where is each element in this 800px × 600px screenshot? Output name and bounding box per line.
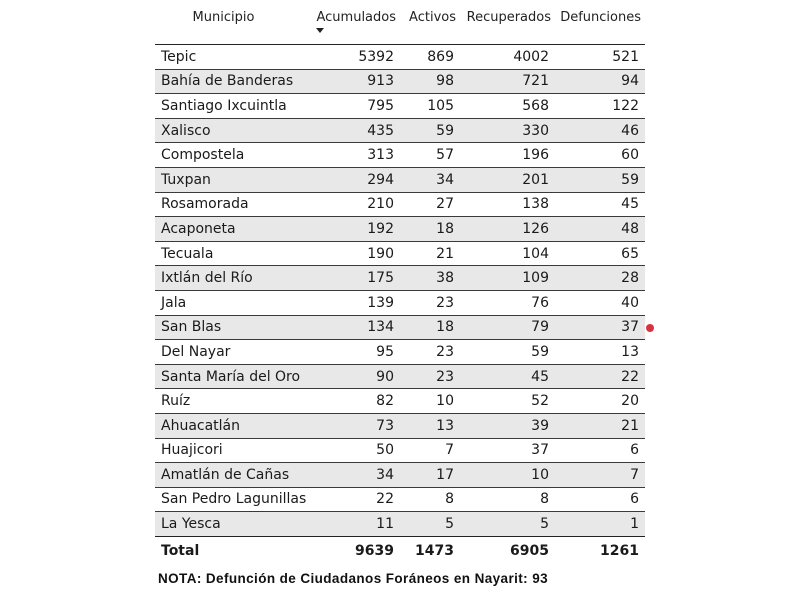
cell-recuperados: 52 (460, 389, 555, 414)
header-municipio[interactable] (155, 4, 310, 45)
table-row[interactable] (155, 241, 645, 266)
cell-defunciones: 40 (555, 290, 645, 315)
cell-recuperados: 39 (460, 413, 555, 438)
cell-recuperados: 10 (460, 463, 555, 488)
cell-defunciones: 46 (555, 118, 645, 143)
cell-defunciones: 7 (555, 463, 645, 488)
cell-recuperados: 109 (460, 266, 555, 291)
cell-acumulados: 34 (310, 463, 400, 488)
cell-acumulados: 913 (310, 69, 400, 94)
cell-activos: 13 (400, 413, 460, 438)
cell-activos: 23 (400, 364, 460, 389)
cell-municipio: Ixtlán del Río (155, 266, 310, 291)
cell-recuperados: 79 (460, 315, 555, 340)
cell-activos: 18 (400, 315, 460, 340)
cell-municipio: Acaponeta (155, 217, 310, 242)
table-row[interactable] (155, 512, 645, 537)
header-activos[interactable] (400, 4, 460, 45)
cell-activos: 7 (400, 438, 460, 463)
footnote: NOTA: Defunción de Ciudadanos Foráneos en Nayarit: 93 (158, 571, 549, 586)
cell-recuperados: 37 (460, 438, 555, 463)
table-row[interactable] (155, 217, 645, 242)
cell-defunciones: 6 (555, 487, 645, 512)
cell-activos: 27 (400, 192, 460, 217)
cell-recuperados: 76 (460, 290, 555, 315)
cell-recuperados: 126 (460, 217, 555, 242)
municipios-table (155, 4, 645, 565)
cell-defunciones: 122 (555, 94, 645, 119)
cell-municipio: Del Nayar (155, 340, 310, 365)
table-footer (155, 536, 645, 565)
table-row[interactable] (155, 438, 645, 463)
cell-activos: 59 (400, 118, 460, 143)
cell-municipio: Tepic (155, 45, 310, 70)
cell-acumulados: 82 (310, 389, 400, 414)
cell-acumulados: 313 (310, 143, 400, 168)
header-recuperados-label: Recuperados (466, 10, 551, 25)
table-row[interactable] (155, 290, 645, 315)
cell-municipio: San Blas (155, 315, 310, 340)
cell-recuperados: 138 (460, 192, 555, 217)
sort-descending-icon[interactable] (316, 28, 324, 33)
cell-municipio: San Pedro Lagunillas (155, 487, 310, 512)
cell-defunciones: 60 (555, 143, 645, 168)
cell-defunciones: 1 (555, 512, 645, 537)
cell-activos: 869 (400, 45, 460, 70)
cell-activos: 23 (400, 340, 460, 365)
header-defunciones-label: Defunciones (560, 10, 641, 25)
cell-recuperados: 8 (460, 487, 555, 512)
total-row (155, 536, 645, 565)
cell-defunciones: 521 (555, 45, 645, 70)
table-row[interactable] (155, 94, 645, 119)
cell-activos: 98 (400, 69, 460, 94)
cell-activos: 5 (400, 512, 460, 537)
cell-defunciones: 22 (555, 364, 645, 389)
cell-defunciones: 28 (555, 266, 645, 291)
cell-recuperados: 201 (460, 167, 555, 192)
table-row[interactable] (155, 266, 645, 291)
cell-municipio: Jala (155, 290, 310, 315)
header-acumulados-label: Acumulados (316, 10, 396, 25)
cell-acumulados: 5392 (310, 45, 400, 70)
header-defunciones[interactable] (555, 4, 645, 45)
table-row[interactable] (155, 315, 645, 340)
cell-activos: 105 (400, 94, 460, 119)
table-row[interactable] (155, 413, 645, 438)
cell-acumulados: 139 (310, 290, 400, 315)
cell-acumulados: 95 (310, 340, 400, 365)
cell-activos: 38 (400, 266, 460, 291)
cell-acumulados: 11 (310, 512, 400, 537)
table-row[interactable] (155, 69, 645, 94)
cell-recuperados: 568 (460, 94, 555, 119)
total-activos: 1473 (400, 536, 460, 565)
cell-acumulados: 192 (310, 217, 400, 242)
cell-acumulados: 90 (310, 364, 400, 389)
cell-municipio: Bahía de Banderas (155, 69, 310, 94)
cell-recuperados: 104 (460, 241, 555, 266)
cell-municipio: Compostela (155, 143, 310, 168)
cell-municipio: Ahuacatlán (155, 413, 310, 438)
cell-recuperados: 5 (460, 512, 555, 537)
cell-activos: 18 (400, 217, 460, 242)
cell-recuperados: 59 (460, 340, 555, 365)
cell-recuperados: 4002 (460, 45, 555, 70)
table-row[interactable] (155, 340, 645, 365)
cell-activos: 10 (400, 389, 460, 414)
cell-municipio: Xalisco (155, 118, 310, 143)
cell-defunciones: 37 (555, 315, 645, 340)
cell-municipio: Rosamorada (155, 192, 310, 217)
cell-activos: 21 (400, 241, 460, 266)
cell-municipio: Santa María del Oro (155, 364, 310, 389)
cell-defunciones: 59 (555, 167, 645, 192)
table-row[interactable] (155, 487, 645, 512)
cell-municipio: Huajicori (155, 438, 310, 463)
cell-defunciones: 6 (555, 438, 645, 463)
table-row[interactable] (155, 364, 645, 389)
header-municipio-label: Municipio (192, 10, 255, 25)
cell-municipio: La Yesca (155, 512, 310, 537)
indicator-dot (646, 324, 654, 332)
table-row[interactable] (155, 463, 645, 488)
cell-defunciones: 13 (555, 340, 645, 365)
cell-defunciones: 20 (555, 389, 645, 414)
cell-recuperados: 196 (460, 143, 555, 168)
cell-acumulados: 795 (310, 94, 400, 119)
cell-municipio: Tecuala (155, 241, 310, 266)
cell-acumulados: 50 (310, 438, 400, 463)
cell-activos: 23 (400, 290, 460, 315)
table-row[interactable] (155, 167, 645, 192)
cell-defunciones: 45 (555, 192, 645, 217)
table-row[interactable] (155, 389, 645, 414)
header-activos-label: Activos (409, 10, 456, 25)
table-row[interactable] (155, 118, 645, 143)
cell-acumulados: 435 (310, 118, 400, 143)
cell-acumulados: 294 (310, 167, 400, 192)
cell-acumulados: 73 (310, 413, 400, 438)
header-acumulados[interactable] (310, 4, 400, 45)
cell-defunciones: 65 (555, 241, 645, 266)
cell-recuperados: 721 (460, 69, 555, 94)
cell-defunciones: 94 (555, 69, 645, 94)
table-row[interactable] (155, 45, 645, 70)
cell-recuperados: 45 (460, 364, 555, 389)
cell-activos: 17 (400, 463, 460, 488)
cell-defunciones: 48 (555, 217, 645, 242)
table-row[interactable] (155, 143, 645, 168)
cell-defunciones: 21 (555, 413, 645, 438)
cell-acumulados: 175 (310, 266, 400, 291)
cell-municipio: Amatlán de Cañas (155, 463, 310, 488)
table-body (155, 45, 645, 537)
cell-municipio: Tuxpan (155, 167, 310, 192)
total-acumulados: 9639 (310, 536, 400, 565)
header-recuperados[interactable] (460, 4, 555, 45)
table-header (155, 4, 645, 45)
total-label: Total (155, 536, 310, 565)
cell-acumulados: 190 (310, 241, 400, 266)
total-defunciones: 1261 (555, 536, 645, 565)
header-row (155, 4, 645, 45)
cell-activos: 34 (400, 167, 460, 192)
cell-acumulados: 210 (310, 192, 400, 217)
cell-activos: 57 (400, 143, 460, 168)
table-row[interactable] (155, 192, 645, 217)
total-recuperados: 6905 (460, 536, 555, 565)
data-table-container (155, 4, 645, 565)
cell-municipio: Santiago Ixcuintla (155, 94, 310, 119)
cell-recuperados: 330 (460, 118, 555, 143)
cell-activos: 8 (400, 487, 460, 512)
cell-acumulados: 22 (310, 487, 400, 512)
cell-municipio: Ruíz (155, 389, 310, 414)
cell-acumulados: 134 (310, 315, 400, 340)
